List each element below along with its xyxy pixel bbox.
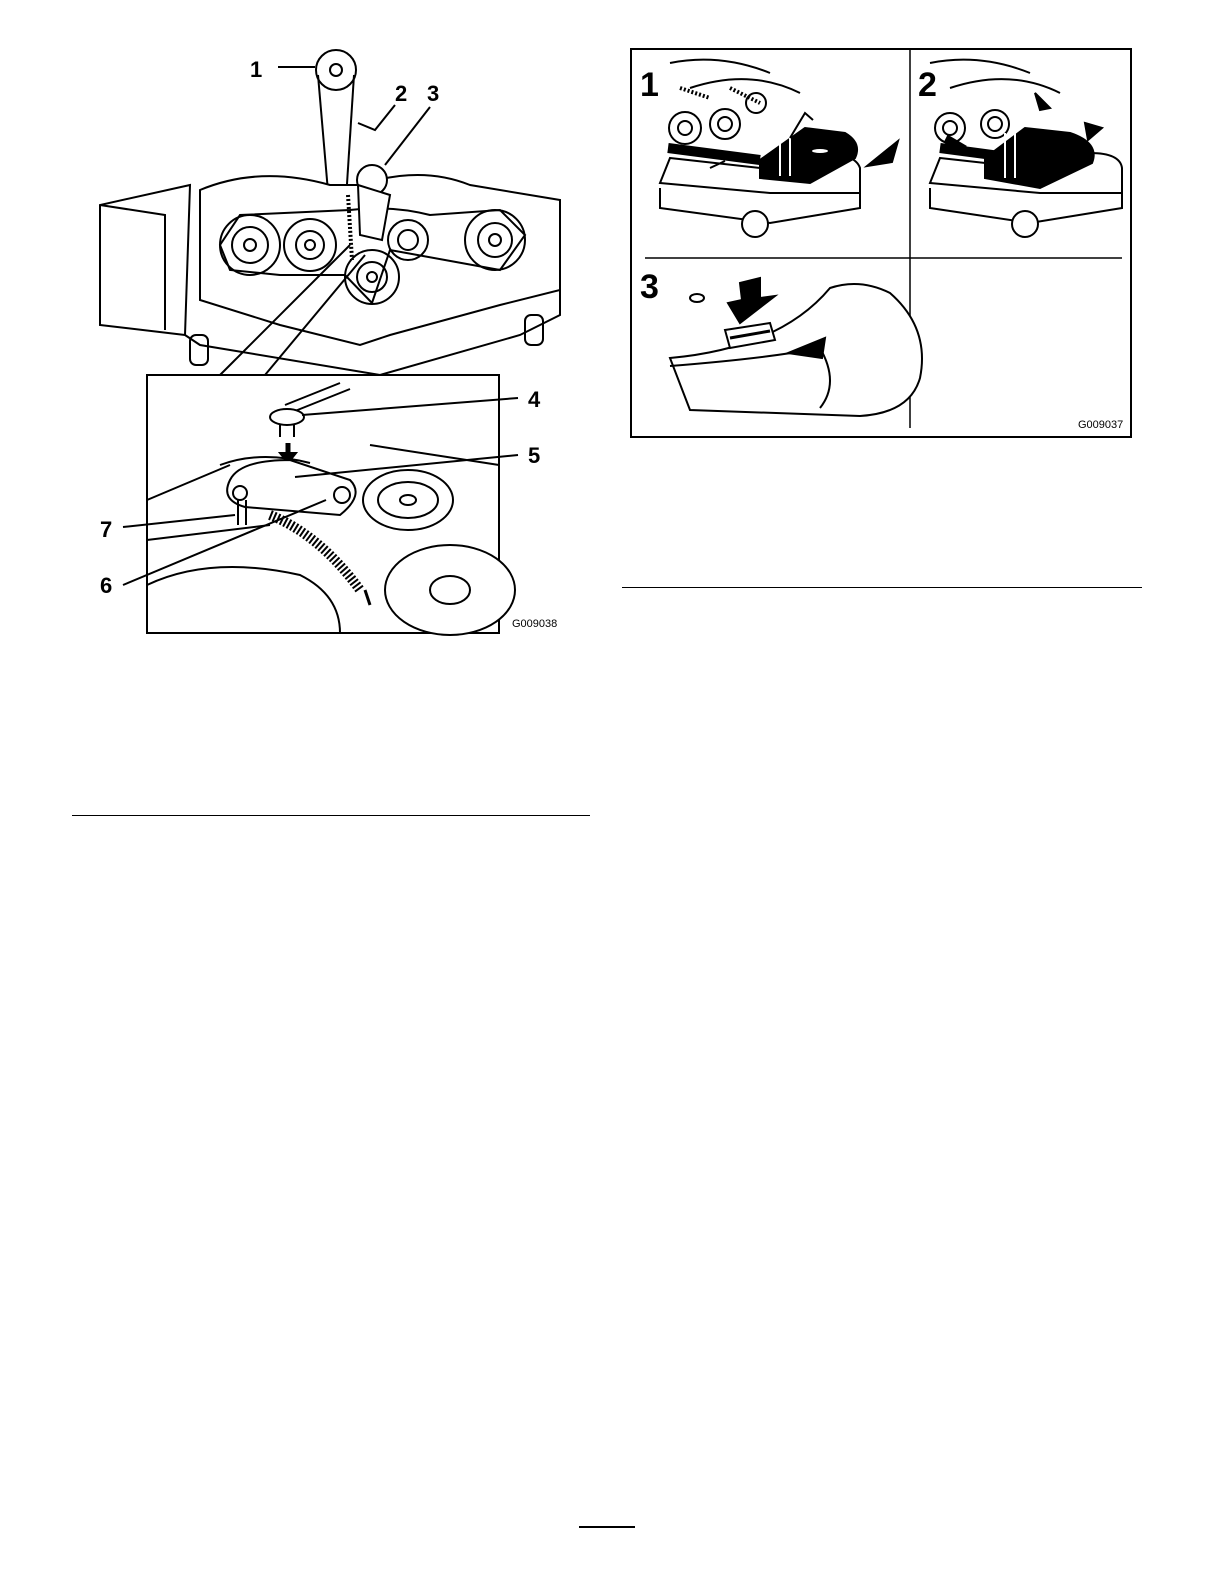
spindle-pulley-right: [465, 210, 525, 270]
panel-number-3: 3: [640, 268, 659, 306]
panel-number-1: 1: [640, 66, 659, 104]
divider-rule-right: [622, 587, 1142, 588]
figure-code-left: G009038: [512, 618, 558, 630]
page-number-rule: [579, 1526, 635, 1528]
callout-3: 3: [427, 81, 440, 106]
spring-wrench: [270, 409, 304, 425]
callout-5: 5: [528, 443, 541, 468]
callout-7: 7: [100, 517, 113, 542]
panel-number-2: 2: [918, 66, 937, 104]
callout-2: 2: [395, 81, 408, 106]
figure-belt-pulley-drawing: [90, 45, 590, 640]
figure-deflector-procedure: [630, 48, 1132, 438]
figure-deflector-drawing: [630, 48, 1132, 438]
callout-4: 4: [528, 387, 541, 412]
divider-rule-left: [72, 815, 590, 816]
leader-3: [385, 107, 430, 165]
callout-6: 6: [100, 573, 113, 598]
figure-belt-pulley: [90, 45, 590, 640]
spindle-pulley-center: [345, 250, 399, 304]
callout-1: 1: [250, 57, 263, 82]
figure-code-right: G009037: [1078, 419, 1124, 431]
engine-pulley: [316, 50, 356, 90]
leader-2: [358, 105, 395, 130]
